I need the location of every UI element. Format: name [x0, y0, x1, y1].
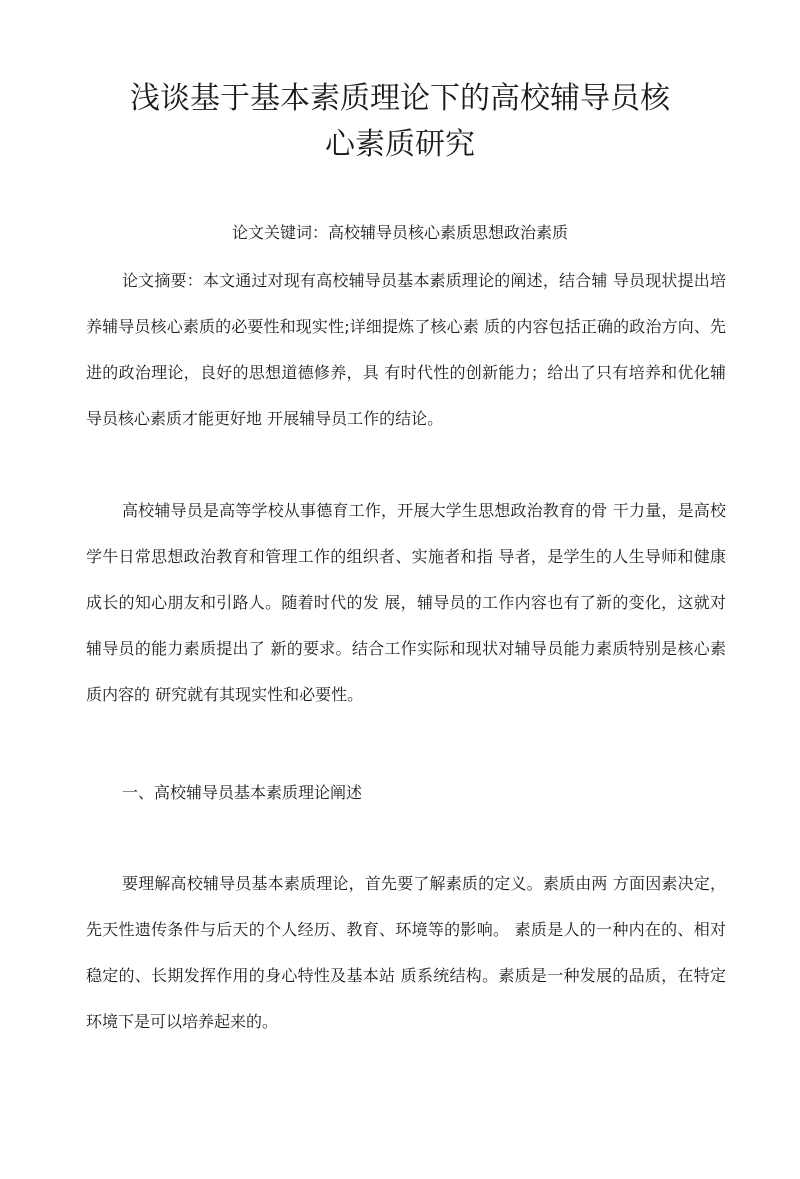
section-heading-1: 一、高校辅导员基本素质理论阐述	[122, 783, 363, 802]
section1-paragraph-1: 要理解高校辅导员基本素质理论，首先要了解素质的定义。素质由两 方面因素决定，先天性遗传条件与后天的个人经历、教育、环境等的影响。 素质是人的一种内在的、相对稳定的、长期发挥作用的身心特性及基本站 质系统结构。素质是一种发展的品质，在特定环境下是可以培养起来的。	[86, 874, 726, 1031]
abstract-paragraph: 论文摘要：本文通过对现有高校辅导员基本素质理论的阐述，结合辅 导员现状提出培养辅导员核心素质的必要性和现实性;详细提炼了核心素 质的内容包括正确的政治方向、先进的政治理论，良好的思想道德修养，具 有时代性的创新能力；给出了只有培养和优化辅导员核心素质才能更好地 开展辅导员工作的结论。	[86, 271, 726, 428]
document-title-line-1: 浅谈基于基本素质理论下的高校辅导员核	[130, 81, 670, 116]
keywords-line: 论文关键词：高校辅导员核心素质思想政治素质	[231, 223, 568, 242]
intro-paragraph: 高校辅导员是高等学校从事德育工作，开展大学生思想政治教育的骨 干力量，是高校学牛日常思想政治教育和管理工作的组织者、实施者和指 导者，是学生的人生导师和健康成长的知心朋友和引路人。随着时代的发 展，辅导员的工作内容也有了新的变化，这就对辅导员的能力素质提出了 新的要求。结合工作实际和现状对辅导员能力素质特别是核心素质内容的 研究就有其现实性和必要性。	[86, 501, 726, 704]
document-title-line-2: 心素质研究	[325, 127, 475, 162]
